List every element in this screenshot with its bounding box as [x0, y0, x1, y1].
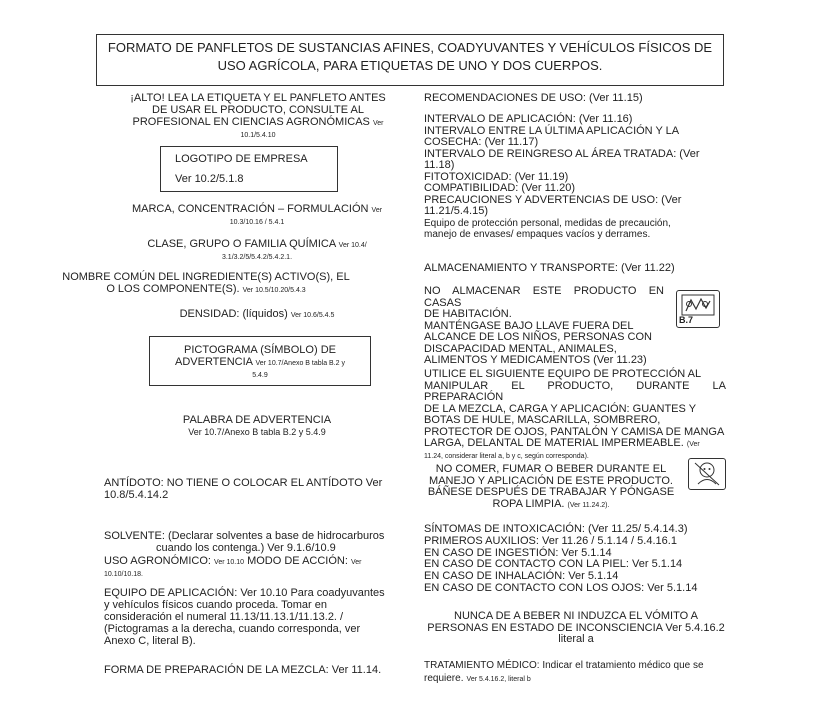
antidoto-field: ANTÍDOTO: NO TIENE O COLOCAR EL ANTÍDOTO Ver 10.8/5.4.14.2 — [104, 477, 383, 501]
forma-preparacion: FORMA DE PREPARACIÓN DE LA MEZCLA: Ver 11.14. — [104, 664, 382, 676]
no-almacenar-block: NO ALMACENAR ESTE PRODUCTO EN CASAS DE HABITACIÓN. MANTÉNGASE BAJO LLAVE FUERA DEL ALCANCE DE LOS NIÑOS, PERSONAS CON DISCAPACIDAD MENTAL, ANIMALES, ALIMENTOS Y MEDICAMENTOS (Ver 11.23) — [424, 285, 664, 366]
solvente-field: SOLVENTE: (Declarar solventes a base de hidrocarburos cuando los contenga.) Ver 9.1.6/10.9 — [104, 530, 385, 554]
nombre-comun-field: NOMBRE COMÚN DEL INGREDIENTE(S) ACTIVO(S), EL O LOS COMPONENTE(S). Ver 10.5/10.20/5.4.3 — [62, 271, 350, 295]
pictograma-box: PICTOGRAMA (SÍMBOLO) DE ADVERTENCIA Ver 10.7/Anexo B tabla B.2 y 5.4.9 — [149, 336, 371, 386]
intervalos-block: INTERVALO DE APLICACIÓN: (Ver 11.16) INTERVALO ENTRE LA ÚLTIMA APLICACIÓN Y LA COSECHA: (Ver 11.17) INTERVALO DE REINGRESO AL ÁREA TRATADA: (Ver 11.18) FITOTOXICIDAD: (Ver 11.19) COMPATIBILIDAD: (Ver 11.20) PRECAUCIONES Y ADVERTENCIAS DE USO: (Ver 11.21/5.4.15) Equipo de protección personal, medidas de precaución, manejo de envases/ empaques vacíos y derrames. — [424, 113, 700, 240]
no-comer-block: NO COMER, FUMAR O BEBER DURANTE EL MANEJO Y APLICACIÓN DE ESTE PRODUCTO. BÁÑESE DESPUÉS DE TRABAJAR Y PÓNGASE ROPA LIMPIA. (Ver 11.24.2). — [427, 463, 675, 510]
title-line-2: USO AGRÍCOLA, PARA ETIQUETAS DE UNO Y DOS CUERPOS. — [217, 58, 603, 73]
almacenamiento: ALMACENAMIENTO Y TRANSPORTE: (Ver 11.22) — [424, 262, 675, 274]
document-title — [96, 34, 724, 86]
densidad-field: DENSIDAD: (líquidos) Ver 10.6/5.4.5 — [179, 308, 335, 320]
uso-modo-field: USO AGRONÓMICO: Ver 10.10 MODO DE ACCIÓN: Ver 10.10/10.18. — [104, 555, 362, 578]
alto-warning: ¡ALTO! LEA LA ETIQUETA Y EL PANFLETO ANTES DE USAR EL PRODUCTO, CONSULTE AL PROFESIONAL EN CIENCIAS AGRONÓMICAS Ver 10.1/5.4.10 — [130, 92, 386, 139]
no-eat-drink-icon — [688, 458, 726, 490]
tratamiento-medico: TRATAMIENTO MÉDICO: Indicar el tratamiento médico que se requiere. Ver 5.4.16.2, literal b — [424, 660, 704, 684]
sintomas-primeros-auxilios: SÍNTOMAS DE INTOXICACIÓN: (Ver 11.25/ 5.4.14.3) PRIMEROS AUXILIOS: Ver 11.26 / 5.1.14 / 5.4.16.1 EN CASO DE INGESTIÓN: Ver 5.1.14 EN CASO DE CONTACTO CON LA PIEL: Ver 5.1.14 EN CASO DE INHALACIÓN: Ver 5.1.14 EN CASO DE CONTACTO CON LOS OJOS: Ver 5.1.14 — [424, 523, 698, 594]
clase-field: CLASE, GRUPO O FAMILIA QUÍMICA Ver 10.4/ 3.1/3.2/5/5.4.2/5.4.2.1. — [147, 238, 367, 261]
lock-keep-away-icon — [676, 290, 720, 328]
title-line-1: FORMATO DE PANFLETOS DE SUSTANCIAS AFINES, COADYUVANTES Y VEHÍCULOS FÍSICOS DE — [107, 40, 713, 55]
palabra-advertencia: PALABRA DE ADVERTENCIA Ver 10.7/Anexo B tabla B.2 y 5.4.9 — [182, 414, 332, 437]
logo-placeholder-box: LOGOTIPO DE EMPRESA Ver 10.2/5.1.8 — [160, 146, 338, 192]
recomendaciones-uso: RECOMENDACIONES DE USO: (Ver 11.15) — [424, 92, 643, 104]
equipo-aplicacion: EQUIPO DE APLICACIÓN: Ver 10.10 Para coadyuvantes y vehículos físicos cuando proceda. Tomar en consideración el numeral 11.13/11.13.1/11.13.2. / (Pictogramas a la derecha, cuando corresponda, ver Anexo C, literal B). — [104, 587, 385, 647]
icon-label: B.7 — [679, 315, 694, 325]
nunca-inducir-vomito: NUNCA DE A BEBER NI INDUZCA EL VÓMITO A PERSONAS EN ESTADO DE INCONSCIENCIA Ver 5.4.16.2 literal a — [427, 610, 725, 645]
marca-field: MARCA, CONCENTRACIÓN – FORMULACIÓN Ver 10.3/10.16 / 5.4.1 — [131, 203, 383, 226]
utilice-equipo-block: UTILICE EL SIGUIENTE EQUIPO DE PROTECCIÓN AL MANIPULAR EL PRODUCTO, DURANTE LA PREPARACIÓN DE LA MEZCLA, CARGA Y APLICACIÓN: GUANTES Y BOTAS DE HULE, MASCARILLA, SOMBRERO, PROTECTOR DE OJOS, PANTALÓN Y CAMISA DE MANGA LARGA, DELANTAL DE MATERIAL IMPERMEABLE. (Ver 11.24, considerar literal a, b y c, según corresponda). — [424, 368, 726, 460]
